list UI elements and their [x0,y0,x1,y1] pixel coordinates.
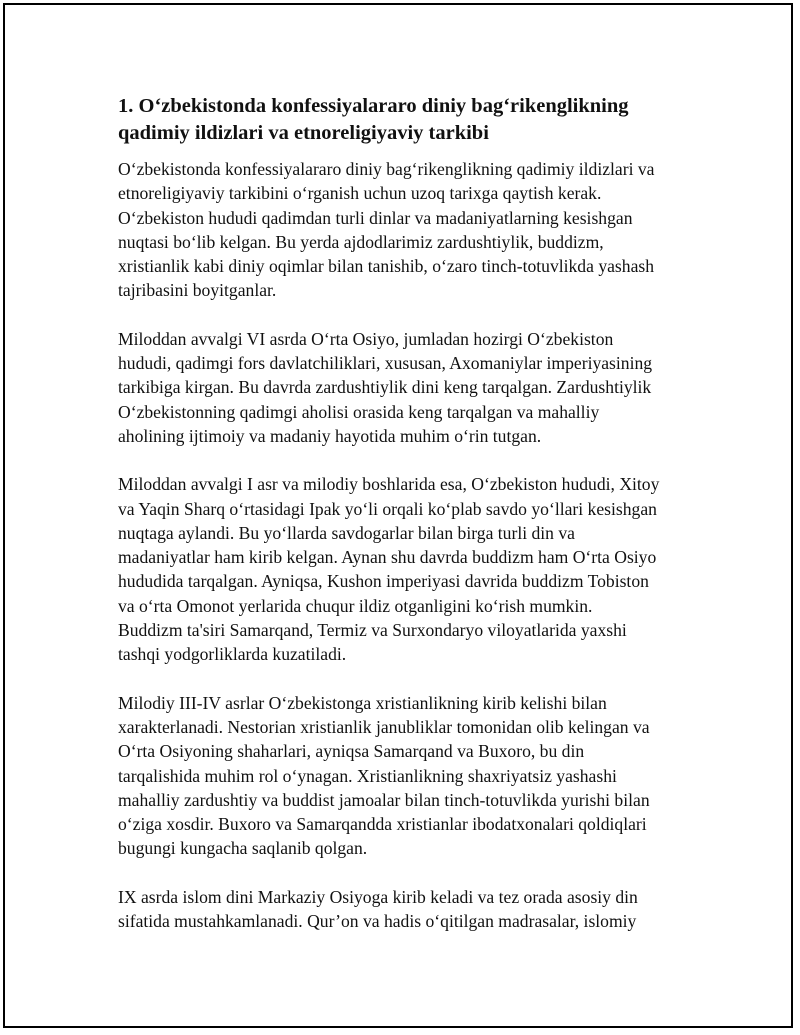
text-line: Miloddan avvalgi I asr va milodiy boshlarida esa, O‘zbekiston hududi, Xitoy [118,474,660,495]
text-line: tajribasini boyitganlar. [118,280,277,301]
text-line: Buddizm ta'siri Samarqand, Termiz va Surxondaryo viloyatlarida yaxshi [118,620,627,641]
text-line: IX asrda islom dini Markaziy Osiyoga kirib keladi va tez orada asosiy din [118,886,638,907]
text-line: va o‘rta Omonot yerlarida chuqur ildiz otganligini ko‘rish mumkin. [118,595,593,616]
text-line: mahalliy zardushtiy va buddist jamoalar bilan tinch-totuvlikda yurishi bilan [118,789,650,810]
text-line: nuqtaga aylandi. Bu yo‘llarda savdogarlar bilan birga turli din va [118,522,575,543]
paragraph [118,691,698,861]
text-line: hududida tarqalgan. Ayniqsa, Kushon imperiyasi davrida buddizm Tobiston [118,571,649,592]
section-heading [118,93,698,147]
document-body [118,93,698,957]
text-line: va Yaqin Sharq o‘rtasidagi Ipak yo‘li orqali ko‘plab savdo yo‘llari kesishgan [118,498,657,519]
text-line: nuqtasi bo‘lib kelgan. Bu yerda ajdodlarimiz zardushtiylik, buddizm, [118,231,604,252]
paragraph [118,472,698,666]
text-line: O‘zbekiston hududi qadimdan turli dinlar va madaniyatlarning kesishgan [118,207,633,228]
paragraph [118,157,698,303]
paragraph [118,327,698,448]
text-line: madaniyatlar ham kirib kelgan. Aynan shu davrda buddizm ham O‘rta Osiyo [118,547,657,568]
text-line: etnoreligiyaviy tarkibini o‘rganish uchun uzoq tarixga qaytish kerak. [118,183,602,204]
text-line: o‘ziga xosdir. Buxoro va Samarqandda xristianlar ibodatxonalari qoldiqlari [118,814,647,835]
text-line: tarkibiga kirgan. Bu davrda zardushtiylik dini keng tarqalgan. Zardushtiylik [118,377,652,398]
text-line: Milodiy III-IV asrlar O‘zbekistonga xristianlikning kirib kelishi bilan [118,692,607,713]
paragraph [118,885,698,934]
text-line: Miloddan avvalgi VI asrda O‘rta Osiyo, jumladan hozirgi O‘zbekiston [118,328,614,349]
text-line: aholining ijtimoiy va madaniy hayotida muhim o‘rin tutgan. [118,425,542,446]
text-line: O‘rta Osiyoning shaharlari, ayniqsa Samarqand va Buxoro, bu din [118,741,585,762]
text-line: bugungi kungacha saqlanib qolgan. [118,838,368,859]
text-line: O‘zbekistonda konfessiyalararo diniy bag‘rikenglikning qadimiy ildizlari va [118,159,655,179]
text-line: hududi, qadimgi fors davlatchiliklari, xususan, Axomaniylar imperiyasining [118,353,653,374]
text-line: tashqi yodgorliklarda kuzatiladi. [118,644,347,665]
text-line: xarakterlanadi. Nestorian xristianlik janubliklar tomonidan olib kelingan va [118,716,650,737]
text-line: xristianlik kabi diniy oqimlar bilan tanishib, o‘zaro tinch-totuvlikda yashash [118,256,655,277]
text-line: tarqalishida muhim rol o‘ynagan. Xristianlikning shaxriyatsiz yashashi [118,765,617,786]
text-line: O‘zbekistonning qadimgi aholisi orasida keng tarqalgan va mahalliy [118,401,600,422]
heading-line: 1. O‘zbekistonda konfessiyalararo diniy bag‘rikenglikning [118,95,629,117]
heading-line: qadimiy ildizlari va etnoreligiyaviy tarkibi [118,122,489,144]
text-line: sifatida mustahkamlanadi. Qur’on va hadis o‘qitilgan madrasalar, islomiy [118,911,637,932]
